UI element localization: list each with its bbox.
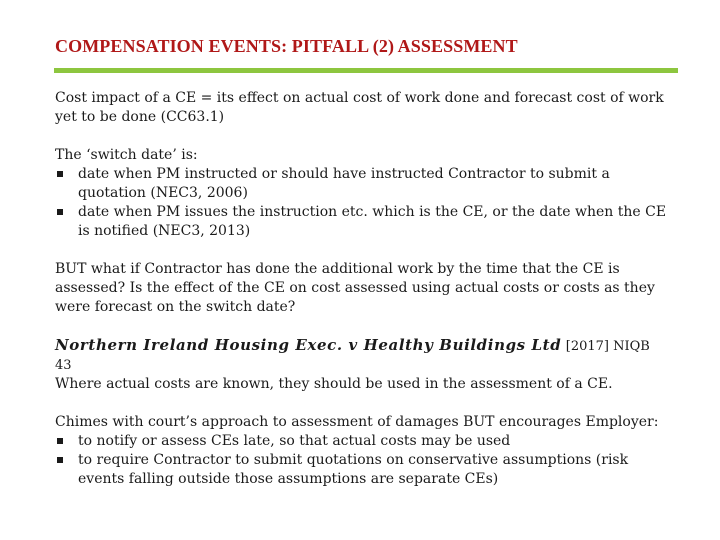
square-bullet-icon: [57, 209, 63, 215]
list-item-text: to require Contractor to submit quotations on conservative assumptions (risk events falling outside those assumptions are separate CEs): [78, 452, 629, 487]
question-paragraph: BUT what if Contractor has done the additional work by the time that the CE is assessed? Is the effect of the CE on cost assessed using actual costs or costs as they were forecast on the switch date?: [55, 261, 655, 315]
list-item: [55, 432, 670, 451]
cost-impact-paragraph: Cost impact of a CE = its effect on actual cost of work done and forecast cost of work yet to be done (CC63.1): [55, 90, 664, 125]
square-bullet-icon: [57, 457, 63, 463]
list-item-text: date when PM issues the instruction etc. which is the CE, or the date when the CE is notified (NEC3, 2013): [78, 204, 667, 239]
square-bullet-icon: [57, 171, 63, 177]
switch-date-intro: The ‘switch date’ is:: [55, 147, 198, 163]
list-item: [55, 165, 670, 203]
slide-title: COMPENSATION EVENTS: PITFALL (2) ASSESSMENT: [55, 36, 518, 56]
list-item: [55, 203, 670, 241]
square-bullet-icon: [57, 438, 63, 444]
case-name: Northern Ireland Housing Exec. v Healthy Buildings Ltd: [55, 336, 562, 354]
slide-body: [55, 89, 670, 489]
case-reference: [55, 336, 670, 375]
list-item-text: date when PM instructed or should have instructed Contractor to submit a quotation (NEC3, 2006): [78, 166, 610, 201]
switch-date-list: [55, 165, 670, 241]
chimes-intro: Chimes with court’s approach to assessment of damages BUT encourages Employer:: [55, 414, 659, 430]
case-holding: Where actual costs are known, they should be used in the assessment of a CE.: [55, 376, 613, 392]
case-citation: [2017] NIQB 43: [55, 339, 650, 373]
list-item: [55, 451, 670, 489]
title-underline: [54, 68, 678, 73]
chimes-list: [55, 432, 670, 489]
list-item-text: to notify or assess CEs late, so that actual costs may be used: [78, 433, 511, 449]
